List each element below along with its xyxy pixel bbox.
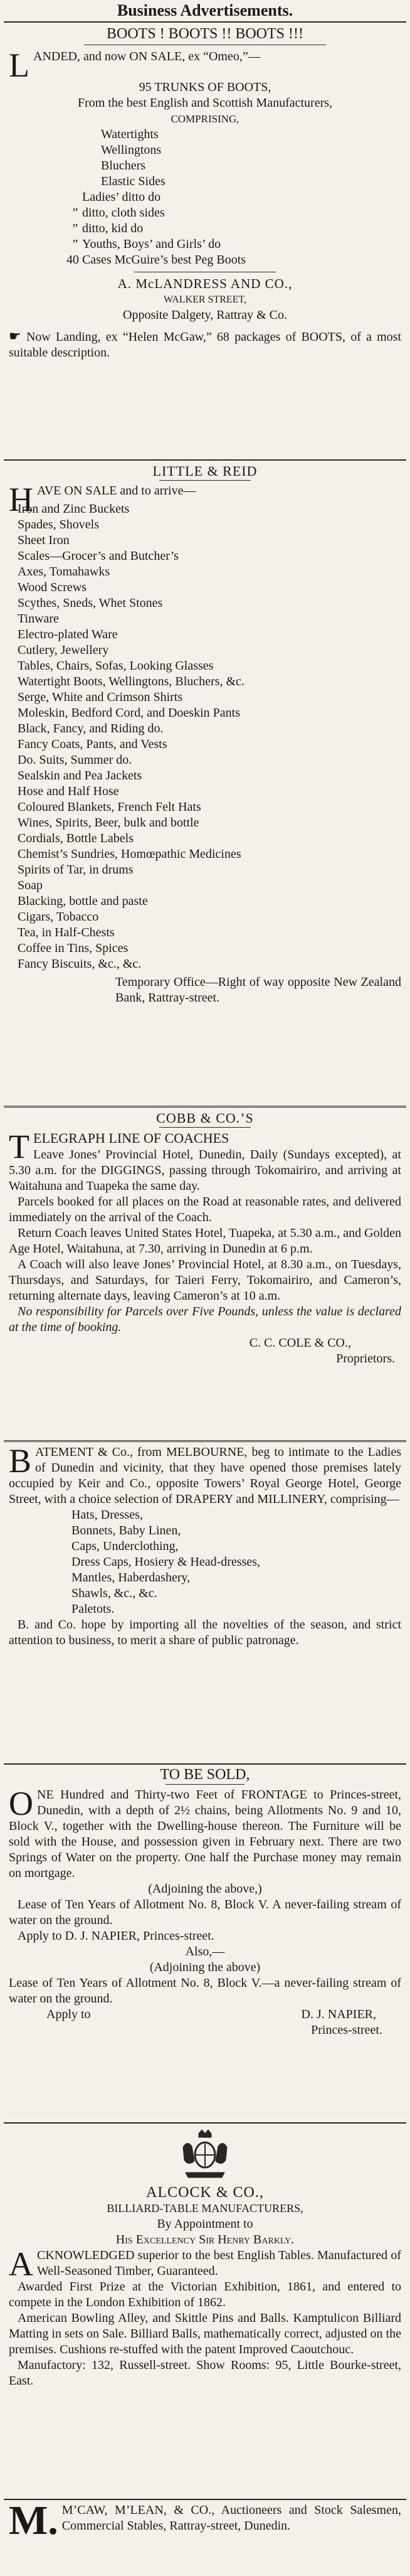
little-list-item: Soap xyxy=(18,879,43,892)
sold-adjoining-2: (Adjoining the above) xyxy=(149,1960,261,1974)
cobb-p3: Return Coach leaves United States Hotel, Tuapeka, at 5.30 a.m., and Golden Age Hotel, Waitahuna, at 7.30, arriving in Dunedin at 6 p.m. xyxy=(9,1226,401,1256)
alcock-p1: CKNOWLEDGED superior to the best English Tables. Manufactured of Well-Seasoned Timber, Guaranteed. xyxy=(37,2248,401,2278)
boots-firm: A. McLANDRESS AND CO., xyxy=(117,276,293,291)
little-list-item: Moleskin, Bedford Cord, and Doeskin Pants xyxy=(18,706,240,720)
sold-also: Also,— xyxy=(185,1945,225,1959)
boots-list-item: Watertights xyxy=(101,127,159,141)
batement-dropcap: B xyxy=(9,1442,32,1480)
little-list-item: Coffee in Tins, Spices xyxy=(18,941,129,955)
boots-intro: ANDED, and now ON SALE, ex “Omeo,”— xyxy=(33,50,261,63)
boots-ad xyxy=(0,23,410,459)
little-list-item: Hose and Half Hose xyxy=(18,784,119,798)
boots-list-item: Elastic Sides xyxy=(101,174,166,188)
batement-list-item: Hats, Dresses, xyxy=(71,1508,143,1522)
alcock-p4: Manufactory: 132, Russell-street. Show Rooms: 95, Little Bourke-street, East. xyxy=(9,2358,401,2388)
little-list-item: Iron and Zinc Buckets xyxy=(18,502,130,516)
little-list-item: Spades, Shovels xyxy=(18,518,99,532)
mcaw-dropcap: M. xyxy=(9,2498,58,2543)
boots-list xyxy=(9,127,401,268)
little-list-item: Tea, in Half-Chests xyxy=(18,926,115,939)
boots-trunks: 95 TRUNKS OF BOOTS, xyxy=(139,80,271,94)
sold-apply-row xyxy=(9,2007,401,2023)
boots-list-item: ” ditto, kid do xyxy=(72,222,144,235)
little-list-item: Blacking, bottle and paste xyxy=(18,894,148,908)
cobb-title: COBB & CO.’S xyxy=(156,1110,254,1126)
little-list-item: Black, Fancy, and Riding do. xyxy=(18,722,164,735)
boots-headline: BOOTS ! BOOTS !! BOOTS !!! xyxy=(107,26,303,42)
batement-list-item: Shawls, &c., &c. xyxy=(71,1586,157,1600)
boots-dropcap: L xyxy=(9,49,29,80)
pointing-hand-icon: ☛ xyxy=(9,328,21,344)
batement-list xyxy=(9,1507,401,1617)
batement-list-item: Bonnets, Baby Linen, xyxy=(71,1524,181,1537)
batement-list-item: Caps, Underclothing, xyxy=(71,1539,179,1553)
sold-dropcap: O xyxy=(9,1785,33,1822)
cobb-signature: C. C. COLE & CO., xyxy=(249,1336,351,1350)
little-list-item: Chemist’s Sundries, Homœpathic Medicines xyxy=(18,847,241,861)
alcock-title: ALCOCK & CO., xyxy=(146,2184,264,2201)
batement-ad xyxy=(0,1442,410,1763)
little-list-item: Fancy Biscuits, &c., &c. xyxy=(18,957,142,971)
little-office: Temporary Office—Right of way opposite New Zealand Bank, Rattray-street. xyxy=(115,975,401,1005)
little-list-item: Cutlery, Jewellery xyxy=(18,643,109,657)
boots-comprising: COMPRISING, xyxy=(171,113,239,125)
boots-now-landing: ☛ Now Landing, ex “Helen McGaw,” 68 packages of BOOTS, of a most suitable description. xyxy=(9,328,402,360)
boots-list-item: Bluchers xyxy=(101,159,146,173)
cobb-headline: ELEGRAPH LINE OF COACHES xyxy=(33,1130,229,1146)
batement-p2: B. and Co. hope by importing all the novelties of the season, and strict attention to business, to merit a share of public patronage. xyxy=(9,1618,401,1647)
little-list-item: Cigars, Tobacco xyxy=(18,910,99,924)
little-list-item: Scythes, Sneds, Whet Stones xyxy=(18,596,163,610)
little-list-item: Tinware xyxy=(18,612,59,626)
boots-list-item: 40 Cases McGuire’s best Peg Boots xyxy=(66,253,246,267)
little-list-item: Sealskin and Pea Jackets xyxy=(18,769,142,783)
sold-p1: NE Hundred and Thirty-two Feet of FRONTAGE to Princes-street, Dunedin, with a depth of 2½ chains, being Allotments No. 9 and 10, Block V., together with the Dwelling-house thereon. The Furniture will be sold with the House, and possession given in February next. There are two Springs of Water on the property. One half the Purchase money may remain on mortgage. xyxy=(9,1788,401,1880)
boots-street: WALKER STREET, xyxy=(163,294,247,305)
boots-from: From the best English and Scottish Manufacturers, xyxy=(77,96,333,110)
mcaw-p1: M’CAW, M’LEAN, & CO., Auctioneers and Stock Salesmen, Commercial Stables, Rattray-street, Dunedin. xyxy=(61,2503,401,2533)
alcock-appointment: By Appointment to xyxy=(157,2217,253,2231)
batement-list-item: Mantles, Haberdashery, xyxy=(71,1571,191,1585)
royal-crest-icon xyxy=(177,2129,233,2183)
little-list-item: Wines, Spirits, Beer, bulk and bottle xyxy=(18,816,199,830)
sold-p2: Lease of Ten Years of Allotment No. 8, Block V. A never-failing stream of water on the ground. xyxy=(9,1898,401,1927)
cobb-p4: A Coach will also leave Jones’ Provincial Hotel, at 8.30 a.m., on Tuesdays, Thursdays, and Saturdays, for Taieri Ferry, Tokomairiro, and Cameron’s, returning alternate days, leaving Cameron’s at 10 a.m. xyxy=(9,1258,401,1303)
little-list-item: Scales—Grocer’s and Butcher’s xyxy=(18,549,179,563)
boots-list-item: ” ditto, cloth sides xyxy=(72,206,165,220)
little-list-item: Spirits of Tar, in drums xyxy=(18,863,134,877)
sold-p3: Apply to D. J. NAPIER, Princes-street. xyxy=(18,1929,214,1943)
alcock-dropcap: A xyxy=(9,2245,33,2283)
cobb-proprietors: Proprietors. xyxy=(336,1352,395,1365)
alcock-p3: American Bowling Alley, and Skittle Pins and Balls. Kamptulicon Billiard Matting in sets on Sale. Billiard Balls, mathematically correct, adjusted on the premises. Cushions re-stuffed with the patent Improved Caoutchouc. xyxy=(9,2311,401,2356)
cobb-p2: Parcels booked for all places on the Road at reasonable rates, and delivered immediately on the arrival of the Coach. xyxy=(9,1195,401,1224)
alcock-excellency: His Excellency Sir Henry Barkly. xyxy=(115,2233,295,2247)
little-list-item: Watertight Boots, Wellingtons, Bluchers, &c. xyxy=(18,675,244,688)
little-title: LITTLE & REID xyxy=(152,463,258,479)
boots-opposite: Opposite Dalgety, Rattray & Co. xyxy=(123,308,287,322)
sold-napier-street: Princes-street. xyxy=(311,2023,382,2037)
little-dropcap: H xyxy=(9,483,33,514)
batement-list-item: Dress Caps, Hosiery & Head-dresses, xyxy=(71,1555,261,1569)
little-list-item: Electro-plated Ware xyxy=(18,628,118,641)
little-list-item: Sheet Iron xyxy=(18,533,70,547)
cobb-p5: No responsibility for Parcels over Five Pounds, unless the value is declared at the time of booking. xyxy=(9,1305,401,1334)
to-be-sold-ad xyxy=(0,1765,410,2122)
little-subrule xyxy=(159,480,251,481)
cobb-subrule xyxy=(159,1127,251,1128)
little-list-item: Tables, Chairs, Sofas, Looking Glasses xyxy=(18,659,214,673)
little-list-item: Fancy Coats, Pants, and Vests xyxy=(18,737,167,751)
sold-adjoining-1: (Adjoining the above,) xyxy=(148,1882,262,1896)
sold-napier: D. J. NAPIER, xyxy=(301,2007,376,2021)
little-list-item: Coloured Blankets, French Felt Hats xyxy=(18,800,201,814)
sold-apply: Apply to xyxy=(46,2007,91,2021)
batement-p1: ATEMENT & Co., from MELBOURNE, beg to intimate to the Ladies of Dunedin and vicinity, that they have opened those premises lately occupied by Keir and Co., opposite Towers’ Royal George Hotel, George Street, with a choice selection of DRAPERY and MILLINERY, comprising— xyxy=(9,1445,401,1506)
sold-title: TO BE SOLD, xyxy=(160,1766,250,1783)
little-list-item: Cordials, Bottle Labels xyxy=(18,831,134,845)
sold-subrule xyxy=(166,1784,244,1785)
cobb-dropcap: T xyxy=(9,1128,29,1165)
boots-list-item: ” Youths, Boys’ and Girls’ do xyxy=(72,237,221,251)
boots-list-item: Wellingtons xyxy=(101,143,162,157)
batement-list-item: Paletots. xyxy=(71,1602,115,1616)
alcock-p2: Awarded First Prize at the Victorian Exhibition, 1861, and entered to compete in the London Exhibition of 1862. xyxy=(9,2280,401,2309)
mcaw-ad xyxy=(0,2500,410,2568)
cobb-ad xyxy=(0,1108,410,1440)
little-list-item: Do. Suits, Summer do. xyxy=(18,753,132,767)
little-list-item: Serge, White and Crimson Shirts xyxy=(18,690,183,704)
little-intro: AVE ON SALE and to arrive— xyxy=(37,484,196,498)
little-reid-ad xyxy=(0,461,410,1106)
boots-list-item: Ladies’ ditto do xyxy=(82,190,161,204)
sold-p4: Lease of Ten Years of Allotment No. 8, Block V.—a never-failing stream of water on the ground. xyxy=(9,1976,401,2006)
alcock-ad xyxy=(0,2124,410,2499)
alcock-subtitle: BILLIARD-TABLE MANUFACTURERS, xyxy=(107,2202,303,2215)
cobb-p1: Leave Jones’ Provincial Hotel, Dunedin, Daily (Sundays excepted), at 5.30 a.m. for the DIGGINGS, passing through Tokomairiro, and arriving at Waitahuna and Tuapeka the same day. xyxy=(9,1148,401,1193)
page-header: Business Advertisements. xyxy=(117,1,293,19)
little-list xyxy=(9,501,401,972)
little-list-item: Wood Screws xyxy=(18,580,87,594)
little-list-item: Axes, Tomahawks xyxy=(18,565,110,579)
